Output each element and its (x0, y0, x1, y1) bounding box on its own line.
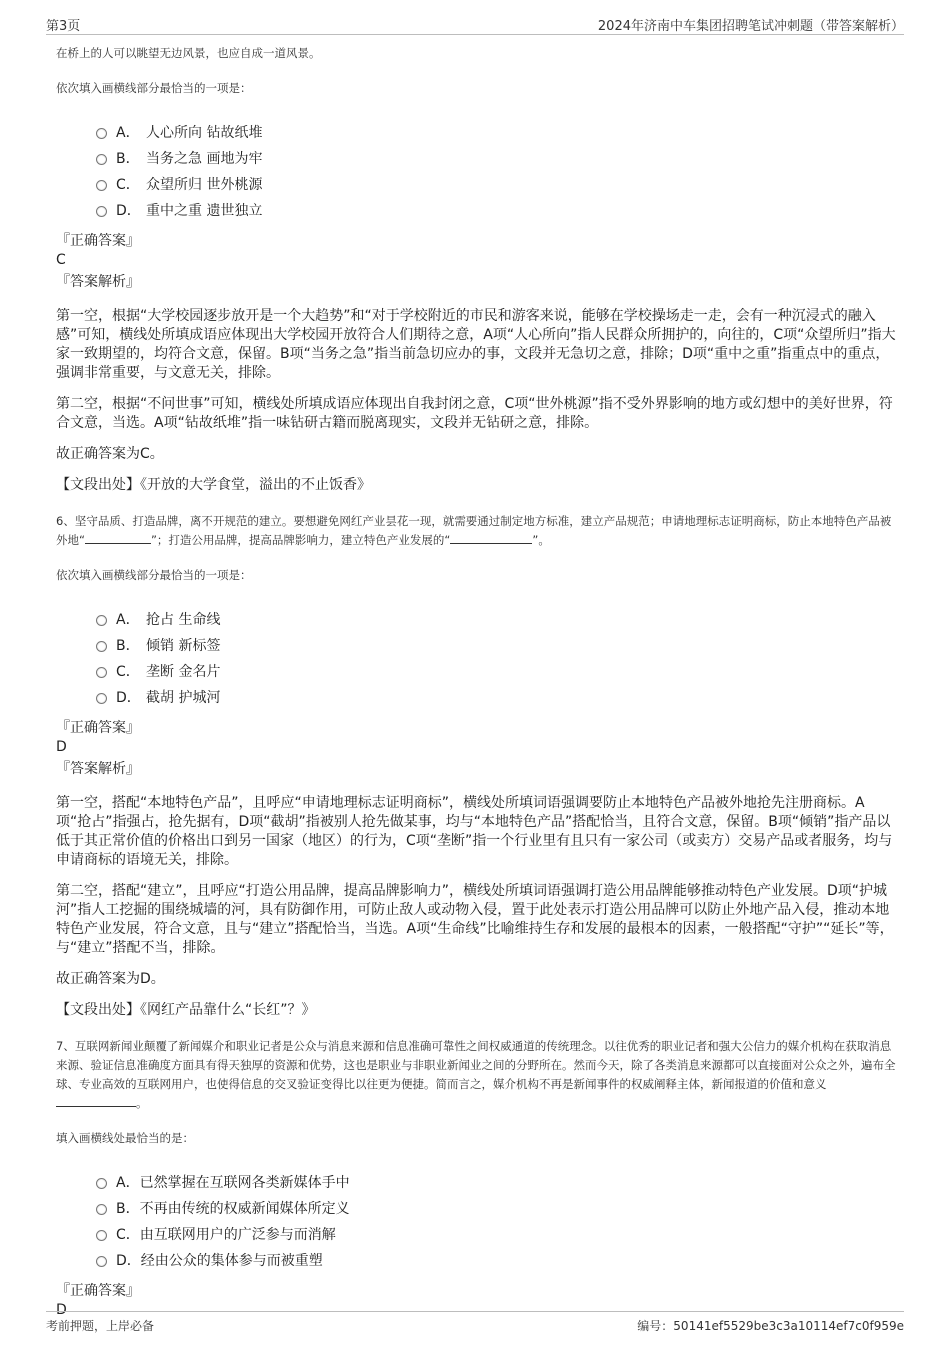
question-text: 6、坚守品质、打造品牌，离不开规范的建立。要想避免网红产业昙花一现，就需要通过制定地方标准，建立产品规范；申请地理标志证明商标，防止本地特色产品被外地“ ”；打造公用品牌，提高品牌影响力，建立特色产业发展的“ ”。 (56, 514, 892, 547)
option-b[interactable]: B． 倾销 新标签 (96, 633, 896, 659)
option-b[interactable]: B． 当务之急 画地为牢 (96, 146, 896, 172)
option-b[interactable]: B． 不再由传统的权威新闻媒体所定义 (96, 1196, 896, 1222)
analysis-paragraph: 第二空，根据“不问世事”可知，横线处所填成语应体现出自我封闭之意，C项“世外桃源”指不受外界影响的地方或幻想中的美好世界，符合文意，当选。A项“钻故纸堆”指一味钻研古籍而脱离现实，文段并无钻研之意，排除。 (56, 396, 893, 431)
radio-icon[interactable] (96, 615, 107, 626)
question-prompt: 填入画横线处最恰当的是： (56, 1131, 194, 1145)
option-a[interactable]: A． 已然掌握在互联网各类新媒体手中 (96, 1170, 896, 1196)
analysis-label: 『答案解析』 (56, 761, 140, 777)
analysis-label: 『答案解析』 (56, 274, 140, 290)
option-c[interactable]: C． 由互联网用户的广泛参与而消解 (96, 1222, 896, 1248)
option-list (96, 1170, 896, 1274)
page-number: 第3页 (46, 19, 81, 34)
document-body (56, 44, 896, 1323)
question-6 (56, 512, 896, 1020)
radio-icon[interactable] (96, 154, 107, 165)
question-text: 7、互联网新闻业颠覆了新闻媒介和职业记者是公众与消息来源和信息准确可靠性之间权威通道的传统理念。以往优秀的职业记者和强大公信力的媒介机构在获取消息来源、验证信息准确度方面具有得天独厚的资源和优势，这也是职业与非职业新闻业之间的分野所在。然而今天，除了各类消息来源都可以直接面对公众之外，遍布全球、专业高效的互联网用户，也使得信息的交叉验证变得比以往更为便捷。简而言之，媒介机构不再是新闻事件的权威阐释主体，新闻报道的价值和意义。 (56, 1039, 896, 1110)
radio-icon[interactable] (96, 693, 107, 704)
answer-label: 『正确答案』 (56, 1283, 140, 1299)
question-5 (56, 44, 896, 495)
question-prompt: 依次填入画横线部分最恰当的一项是： (56, 81, 252, 95)
radio-icon[interactable] (96, 641, 107, 652)
question-prompt: 依次填入画横线部分最恰当的一项是： (56, 568, 252, 582)
answer-label: 『正确答案』 (56, 720, 140, 736)
option-c[interactable]: C． 众望所归 世外桃源 (96, 172, 896, 198)
radio-icon[interactable] (96, 1256, 107, 1267)
source-citation: 【文段出处】《网红产品靠什么“长红”？》 (56, 1002, 316, 1018)
answer-value: C (56, 252, 66, 268)
analysis-conclusion: 故正确答案为C。 (56, 446, 164, 462)
radio-icon[interactable] (96, 128, 107, 139)
source-citation: 【文段出处】《开放的大学食堂，溢出的不止饭香》 (56, 477, 371, 493)
option-a[interactable]: A． 抢占 生命线 (96, 607, 896, 633)
radio-icon[interactable] (96, 1204, 107, 1215)
radio-icon[interactable] (96, 1230, 107, 1241)
footer-slogan: 考前押题，上岸必备 (46, 1319, 155, 1333)
option-a[interactable]: A． 人心所向 钻故纸堆 (96, 120, 896, 146)
question-7 (56, 1037, 896, 1320)
option-d[interactable]: D． 截胡 护城河 (96, 685, 896, 711)
option-c[interactable]: C． 垄断 金名片 (96, 659, 896, 685)
document-code: 编号：50141ef5529be3c3a10114ef7c0f959e (637, 1319, 904, 1333)
answer-blank (450, 531, 532, 544)
page-header (46, 12, 904, 35)
option-list (96, 120, 896, 224)
analysis-paragraph: 第二空，搭配“建立”，且呼应“打造公用品牌，提高品牌影响力”，横线处所填词语强调打造公用品牌能够推动特色产业发展。D项“护城河”指人工挖掘的围绕城墙的河，具有防御作用，可防止敌人或动物入侵，置于此处表示打造公用品牌可以防止外地产品入侵，推动本地特色产业发展，符合文意，且与“建立”搭配恰当，当选。A项“生命线”比喻维持生存和发展的最根本的因素，一般搭配“守护”“延长”等，与“建立”搭配不当，排除。 (56, 883, 894, 956)
radio-icon[interactable] (96, 206, 107, 217)
answer-label: 『正确答案』 (56, 233, 140, 249)
analysis-conclusion: 故正确答案为D。 (56, 971, 165, 987)
answer-blank (56, 1094, 136, 1107)
radio-icon[interactable] (96, 1178, 107, 1189)
answer-blank (85, 531, 151, 544)
option-list (96, 607, 896, 711)
document-title: 2024年济南中车集团招聘笔试冲刺题（带答案解析） (597, 19, 904, 34)
analysis-paragraph: 第一空，根据“大学校园逐步放开是一个大趋势”和“对于学校附近的市民和游客来说，能够在学校操场走一走，会有一种沉浸式的融入感”可知，横线处所填成语应体现出大学校园开放符合人们期待之意，A项“人心所向”指人民群众所拥护的，向往的，C项“众望所归”指大家一致期望的，均符合文意，保留。B项“当务之急”指当前急切应办的事，文段并无急切之意，排除；D项“重中之重”指重点中的重点，强调非常重要，与文意无关，排除。 (56, 308, 896, 381)
answer-value: D (56, 739, 67, 755)
analysis-paragraph: 第一空，搭配“本地特色产品”，且呼应“申请地理标志证明商标”，横线处所填词语强调要防止本地特色产品被外地抢先注册商标。A项“抢占”指强占，抢先据有，D项“截胡”指被别人抢先做某事，均与“本地特色产品”搭配恰当，且符合文意，保留。B项“倾销”指产品以低于其正常价值的价格出口到另一国家（地区）的行为，C项“垄断”指一个行业里有且只有一家公司（或卖方）交易产品或者服务，均与申请商标的语境无关，排除。 (56, 795, 893, 868)
option-d[interactable]: D． 经由公众的集体参与而被重塑 (96, 1248, 896, 1274)
question-text: 在桥上的人可以眺望无边风景，也应自成一道风景。 (56, 46, 321, 60)
answer-value: D (56, 1302, 67, 1318)
page-footer (46, 1311, 904, 1336)
radio-icon[interactable] (96, 180, 107, 191)
radio-icon[interactable] (96, 667, 107, 678)
option-d[interactable]: D． 重中之重 遗世独立 (96, 198, 896, 224)
